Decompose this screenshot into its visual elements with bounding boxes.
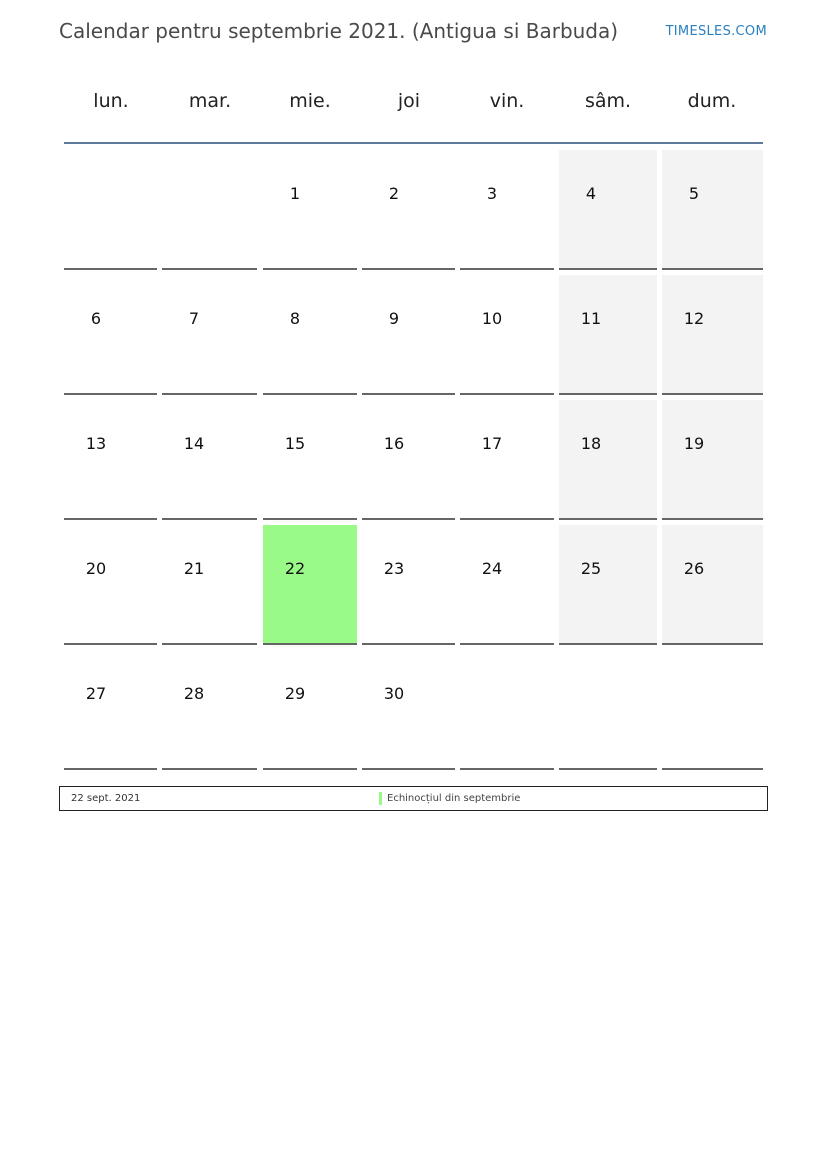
day-cell[interactable] [559,400,657,520]
day-number: 28 [183,684,205,703]
day-cell-empty [559,650,657,770]
day-number: 24 [481,559,503,578]
day-cell[interactable] [64,400,157,520]
day-number: 19 [683,434,705,453]
day-cell[interactable] [559,525,657,645]
day-number: 21 [183,559,205,578]
day-cell-empty [662,650,763,770]
header-divider [64,142,763,144]
weekday-label: joi [397,90,421,112]
day-number: 26 [683,559,705,578]
day-number: 11 [580,309,602,328]
weekday-label: dum. [687,90,737,112]
day-number: 29 [284,684,306,703]
day-number: 15 [284,434,306,453]
day-cell-empty [64,150,157,270]
day-cell[interactable] [362,275,455,395]
day-cell[interactable] [64,525,157,645]
day-cell[interactable] [460,400,554,520]
holiday-legend [59,786,768,811]
day-cell[interactable] [162,400,257,520]
day-cell[interactable] [263,275,357,395]
day-number: 18 [580,434,602,453]
day-number: 14 [183,434,205,453]
day-number: 8 [289,309,301,328]
day-cell[interactable] [460,525,554,645]
day-cell-holiday[interactable] [263,525,357,645]
day-cell[interactable] [162,650,257,770]
day-number: 16 [383,434,405,453]
day-cell[interactable] [460,150,554,270]
weekday-label: mar. [188,90,232,112]
day-number: 1 [289,184,301,203]
day-cell[interactable] [559,150,657,270]
weekday-label: mie. [289,90,331,112]
day-cell[interactable] [263,400,357,520]
day-number: 10 [481,309,503,328]
day-cell[interactable] [662,275,763,395]
day-cell[interactable] [362,150,455,270]
day-number: 3 [486,184,498,203]
day-number: 27 [85,684,107,703]
weekday-label: sâm. [584,90,632,112]
day-number: 4 [585,184,597,203]
page-title: Calendar pentru septembrie 2021. (Antigua si Barbuda) [59,19,619,43]
day-number: 2 [388,184,400,203]
day-number: 25 [580,559,602,578]
day-number: 12 [683,309,705,328]
day-cell[interactable] [64,275,157,395]
legend-color-swatch [379,792,382,805]
day-number: 9 [388,309,400,328]
day-cell[interactable] [460,275,554,395]
day-cell[interactable] [162,525,257,645]
day-cell-empty [460,650,554,770]
day-cell[interactable] [662,525,763,645]
day-number: 22 [284,559,306,578]
weekday-label: lun. [93,90,129,112]
day-cell[interactable] [662,150,763,270]
brand-link[interactable]: TIMESLES.COM [665,24,767,39]
day-number: 30 [383,684,405,703]
day-number: 13 [85,434,107,453]
day-cell-empty [162,150,257,270]
weekday-label: vin. [489,90,525,112]
day-cell[interactable] [263,650,357,770]
legend-date: 22 sept. 2021 [71,793,141,804]
day-number: 7 [188,309,200,328]
day-cell[interactable] [662,400,763,520]
day-cell[interactable] [559,275,657,395]
day-number: 6 [90,309,102,328]
day-number: 20 [85,559,107,578]
day-cell[interactable] [64,650,157,770]
weekday-header [0,90,827,120]
legend-event-name: Echinocțiul din septembrie [387,793,521,804]
day-cell[interactable] [362,650,455,770]
day-cell[interactable] [263,150,357,270]
day-cell[interactable] [362,400,455,520]
day-cell[interactable] [162,275,257,395]
day-number: 5 [688,184,700,203]
day-number: 17 [481,434,503,453]
day-cell[interactable] [362,525,455,645]
day-number: 23 [383,559,405,578]
